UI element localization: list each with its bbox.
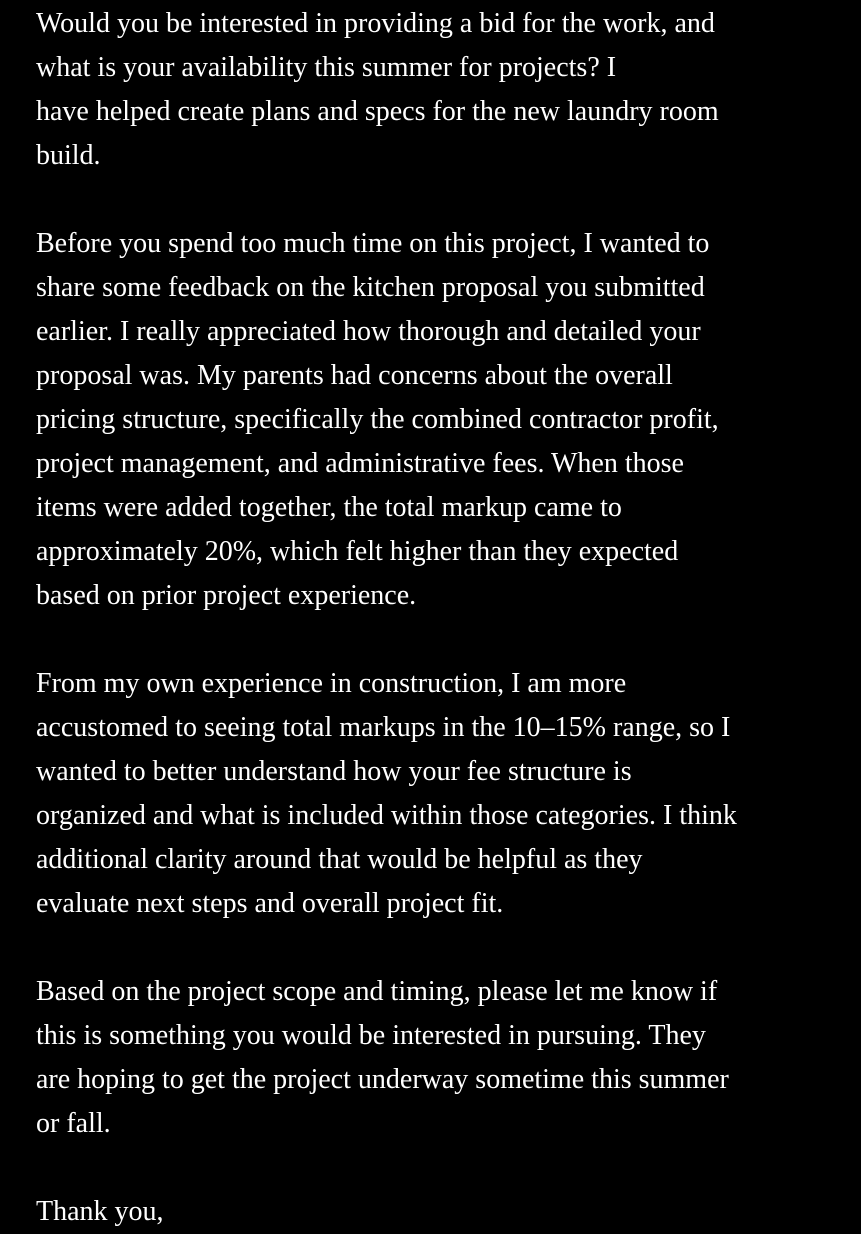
text-line: proposal was. My parents had concerns about the overall bbox=[36, 360, 673, 391]
text-line: organized and what is included within those categories. I think bbox=[36, 800, 737, 831]
text-line: are hoping to get the project underway sometime this summer bbox=[36, 1064, 729, 1095]
text-line: or fall. bbox=[36, 1108, 111, 1139]
paragraph-spacer bbox=[36, 1146, 846, 1190]
text-line: additional clarity around that would be helpful as they bbox=[36, 844, 643, 875]
paragraph-spacer bbox=[36, 178, 846, 222]
text-line: wanted to better understand how your fee structure is bbox=[36, 756, 632, 787]
paragraph-sign-off bbox=[36, 1190, 846, 1234]
text-line: earlier. I really appreciated how thorough and detailed your bbox=[36, 316, 701, 347]
paragraph-spacer bbox=[36, 926, 846, 970]
paragraph-kitchen-feedback bbox=[36, 222, 846, 618]
text-line: items were added together, the total markup came to bbox=[36, 492, 622, 523]
text-line: have helped create plans and specs for the new laundry room bbox=[36, 96, 719, 127]
text-line: Based on the project scope and timing, please let me know if bbox=[36, 976, 718, 1007]
text-line: Would you be interested in providing a bid for the work, and bbox=[36, 8, 715, 39]
text-line: evaluate next steps and overall project fit. bbox=[36, 888, 504, 919]
text-line: project management, and administrative fees. When those bbox=[36, 448, 684, 479]
text-line: build. bbox=[36, 140, 101, 171]
text-line: share some feedback on the kitchen proposal you submitted bbox=[36, 272, 705, 303]
text-line: Thank you, bbox=[36, 1196, 164, 1227]
text-line: this is something you would be interested in pursuing. They bbox=[36, 1020, 706, 1051]
text-line: From my own experience in construction, I am more bbox=[36, 668, 627, 699]
paragraph-markup-experience bbox=[36, 662, 846, 926]
paragraph-bid-request bbox=[36, 2, 846, 178]
text-line: approximately 20%, which felt higher than they expected bbox=[36, 536, 679, 567]
text-line: Before you spend too much time on this project, I wanted to bbox=[36, 228, 710, 259]
message-body bbox=[36, 0, 846, 1234]
paragraph-scope-timing bbox=[36, 970, 846, 1146]
text-line: based on prior project experience. bbox=[36, 580, 417, 611]
text-line: accustomed to seeing total markups in the 10–15% range, so I bbox=[36, 712, 731, 743]
text-line: what is your availability this summer for projects? I bbox=[36, 52, 617, 83]
text-line: pricing structure, specifically the combined contractor profit, bbox=[36, 404, 719, 435]
paragraph-spacer bbox=[36, 618, 846, 662]
